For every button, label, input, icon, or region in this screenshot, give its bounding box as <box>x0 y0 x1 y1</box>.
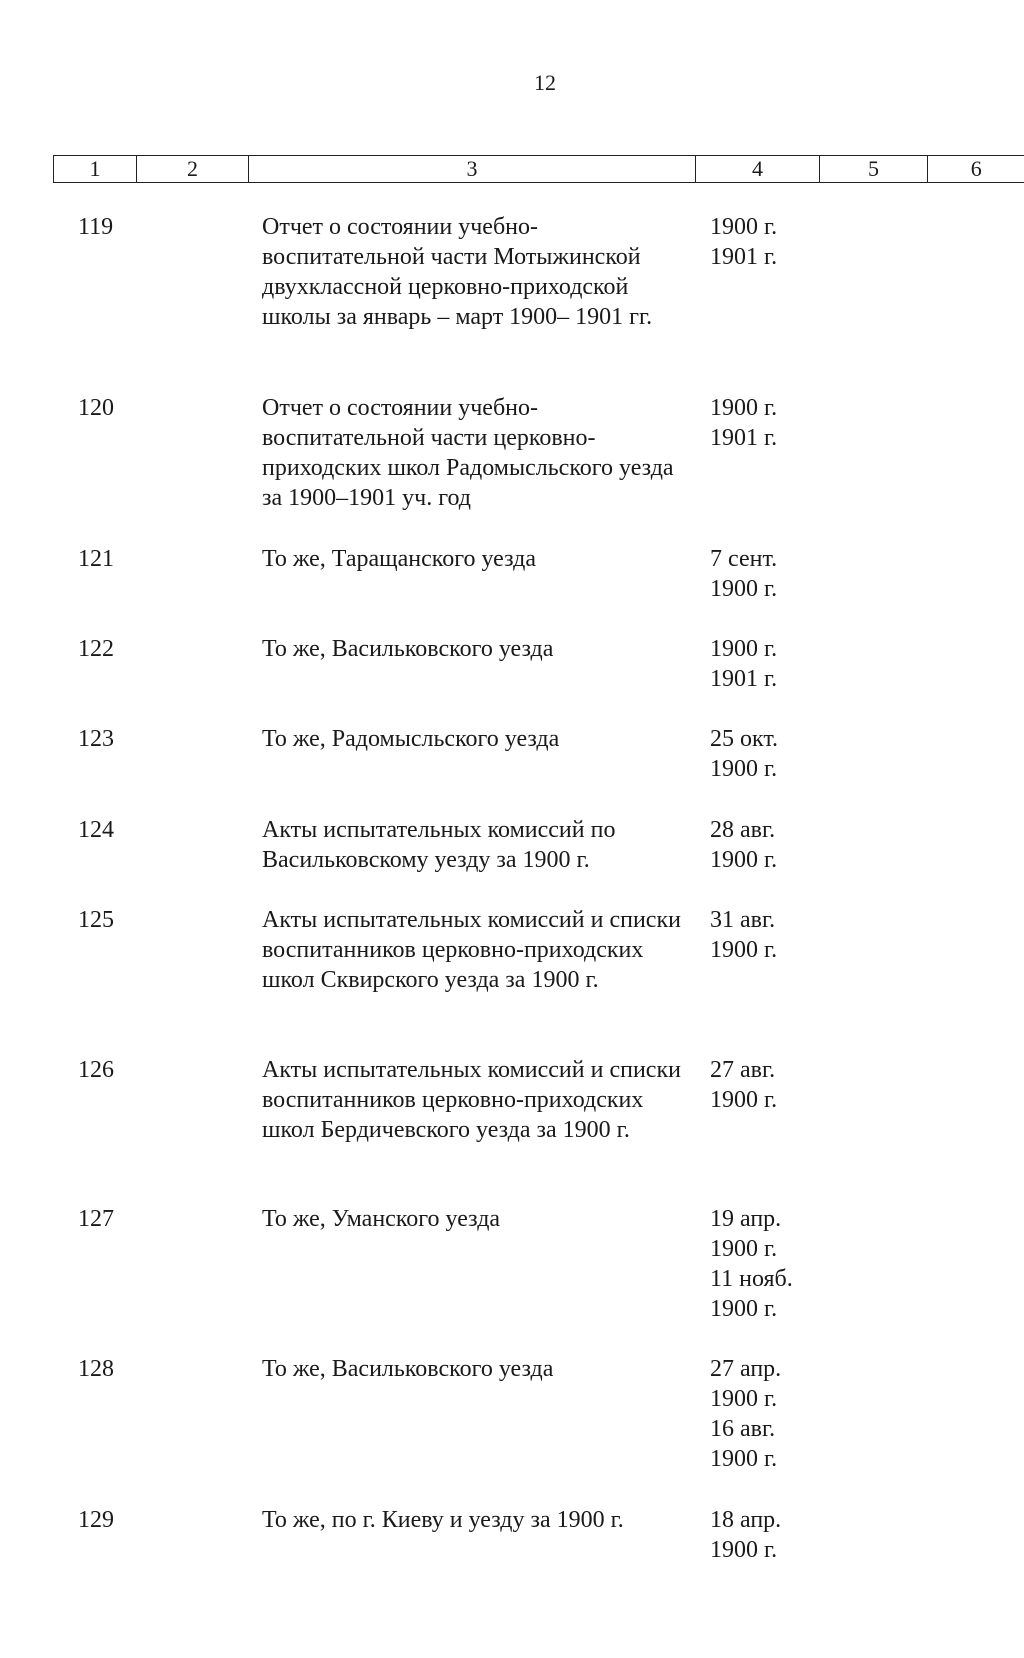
column-header-row <box>53 155 1024 183</box>
column-header-5: 5 <box>820 156 928 183</box>
record-dates <box>710 1354 840 1474</box>
record-date: 1900 г. <box>710 636 778 662</box>
record-title: То же, Уманского уезда <box>262 1206 501 1232</box>
column-header-1: 1 <box>54 156 137 183</box>
record-date: 19 апр. <box>710 1206 782 1232</box>
record-title: Отчет о состоянии учебно-воспитательной части Мотыжинской двухклассной церковно-приходской школы за январь – март 1900– 1901 гг. <box>262 214 653 330</box>
column-header-4: 4 <box>696 156 820 183</box>
record-date: 11 нояб. <box>710 1266 793 1292</box>
record-dates <box>710 724 840 784</box>
record-dates <box>710 905 840 965</box>
record-date: 7 сент. <box>710 546 778 572</box>
record-date: 25 окт. <box>710 726 779 752</box>
record-dates <box>710 815 840 875</box>
record-title: То же, Радомысльского уезда <box>262 726 560 752</box>
record-number: 119 <box>78 214 114 240</box>
record-number: 123 <box>78 726 114 752</box>
record-number: 124 <box>78 817 114 843</box>
column-header-6: 6 <box>928 156 1024 183</box>
record-title: Акты испытательных комиссий и списки воспитанников церковно-приходских школ Сквирского уезда за 1900 г. <box>262 907 681 993</box>
record-date: 27 авг. <box>710 1057 776 1083</box>
record-number: 129 <box>78 1507 114 1533</box>
record-date: 1900 г. <box>710 937 778 963</box>
record-date: 1901 г. <box>710 666 778 692</box>
record-dates <box>710 212 840 272</box>
record-date: 1901 г. <box>710 244 778 270</box>
record-date: 1900 г. <box>710 1087 778 1113</box>
record-dates <box>710 1055 840 1115</box>
record-number: 122 <box>78 636 114 662</box>
record-title: Отчет о состоянии учебно-воспитательной части церковно-приходских школ Радомысльского уезда за 1900–1901 уч. год <box>262 395 674 511</box>
record-dates <box>710 544 840 604</box>
record-date: 1900 г. <box>710 1386 778 1412</box>
record-dates <box>710 1204 840 1324</box>
record-dates <box>710 1505 840 1565</box>
record-date: 1901 г. <box>710 425 778 451</box>
record-title: Акты испытательных комиссий и списки воспитанников церковно-приходских школ Бердичевского уезда за 1900 г. <box>262 1057 681 1143</box>
record-date: 1900 г. <box>710 214 778 240</box>
record-number: 125 <box>78 907 114 933</box>
record-dates <box>710 393 840 453</box>
record-date: 16 авг. <box>710 1416 776 1442</box>
record-title: То же, Васильковского уезда <box>262 636 554 662</box>
record-dates <box>710 634 840 694</box>
record-title: То же, Васильковского уезда <box>262 1356 554 1382</box>
column-header-3: 3 <box>249 156 696 183</box>
record-number: 127 <box>78 1206 114 1232</box>
record-title: То же, Таращанского уезда <box>262 546 536 572</box>
record-date: 28 авг. <box>710 817 776 843</box>
record-date: 1900 г. <box>710 756 778 782</box>
record-date: 1900 г. <box>710 1446 778 1472</box>
record-date: 1900 г. <box>710 576 778 602</box>
record-number: 121 <box>78 546 114 572</box>
record-date: 18 апр. <box>710 1507 782 1533</box>
record-date: 27 апр. <box>710 1356 782 1382</box>
column-header-2: 2 <box>137 156 249 183</box>
record-date: 1900 г. <box>710 1537 778 1563</box>
record-title: Акты испытательных комиссий по Васильковскому уезду за 1900 г. <box>262 817 616 873</box>
record-number: 128 <box>78 1356 114 1382</box>
record-date: 1900 г. <box>710 847 778 873</box>
record-date: 1900 г. <box>710 1236 778 1262</box>
record-date: 1900 г. <box>710 395 778 421</box>
record-date: 1900 г. <box>710 1296 778 1322</box>
record-title: То же, по г. Киеву и уезду за 1900 г. <box>262 1507 624 1533</box>
record-date: 31 авг. <box>710 907 776 933</box>
record-number: 120 <box>78 395 114 421</box>
record-number: 126 <box>78 1057 114 1083</box>
page-number: 12 <box>534 70 556 95</box>
